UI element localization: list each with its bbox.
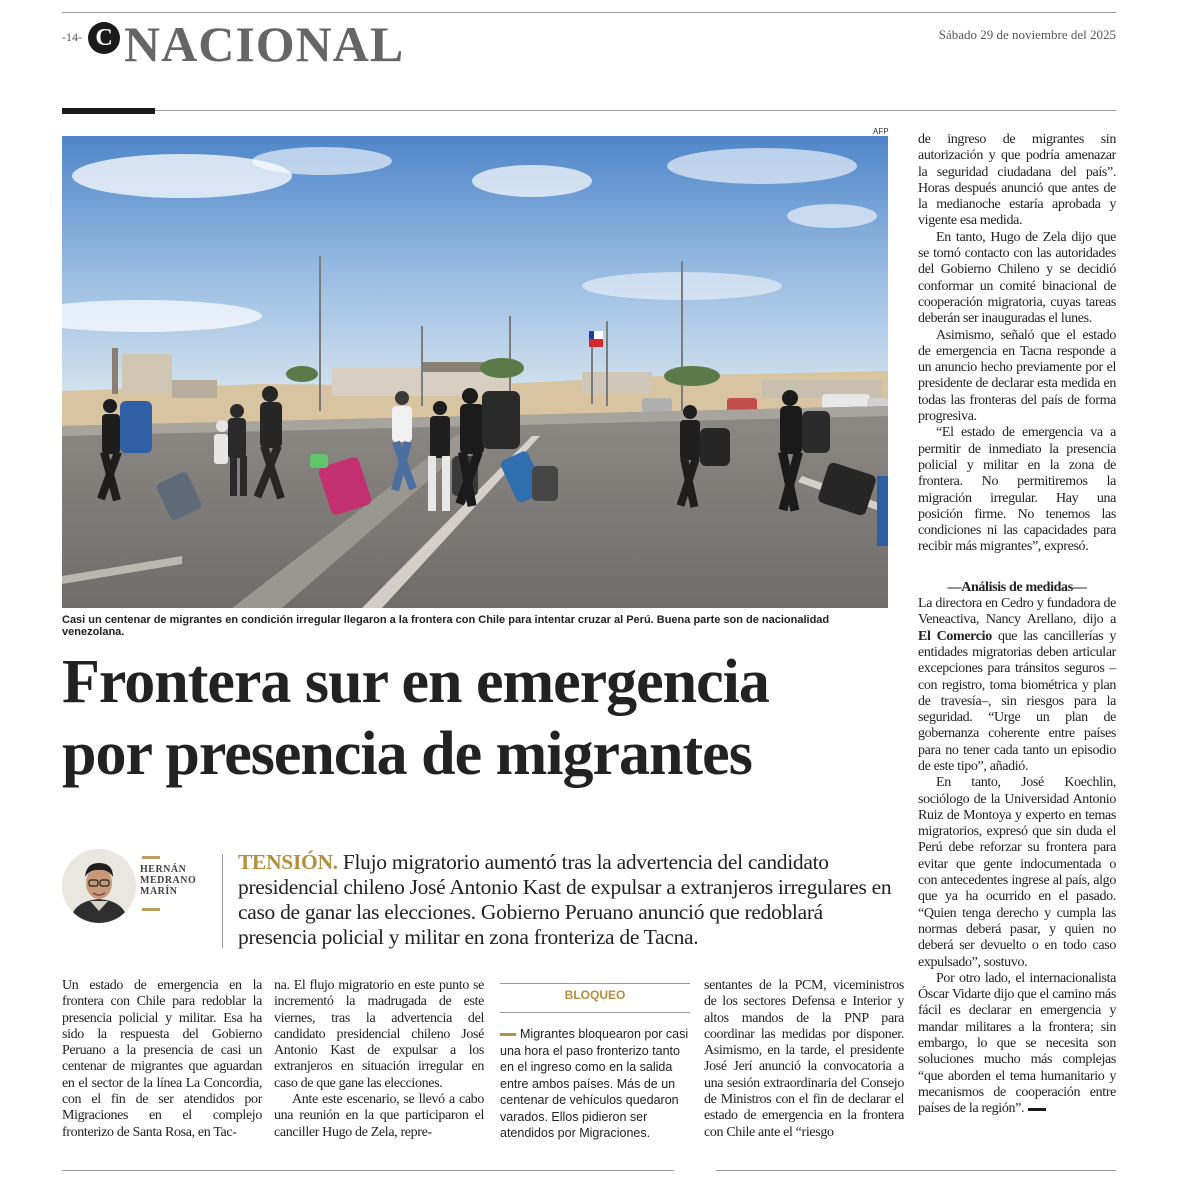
body-paragraph: sentantes de la PCM, viceministros de los sectores Defensa e Interior y altos mandos de la PNP para coordinar las medidas por disponer. Asimismo, en la tarde, el presidente José Jerí anunció la convocatoria a una sesión extraordinaria del Consejo de Ministros con el fin de declarar el estado de emergencia en la frontera con Chile ante el “riesgo (704, 978, 904, 1140)
sidebar-body: Migrantes bloquearon por casi una hora el paso fronterizo tanto en el ingreso como en la salida entre ambos países. Más de un centenar de vehículos quedaron varados. Ellos pidieron ser atendidos por Migraciones. (500, 1027, 689, 1140)
top-rule (62, 12, 1116, 13)
body-text: La directora en Cedro y fundadora de Veneactiva, Nancy Arellano, dijo a (918, 596, 1116, 628)
body-paragraph: En tanto, Hugo de Zela dijo que se tomó contacto con las autoridades del Gobierno Chileno y se decidió conformar un comité binacional de cooperación migratoria, cuyas tareas deberán ser inauguradas el lunes. (918, 229, 1116, 327)
author-first-name: HERNÁN (140, 864, 187, 875)
sidebar-top-rule (500, 983, 690, 984)
sidebar-mark (500, 1033, 516, 1036)
border-crossing-illustration (62, 136, 888, 608)
sidebar-heading-rule (500, 1012, 690, 1013)
body-paragraph (918, 971, 1116, 1118)
lead-text: Flujo migratorio aumentó tras la advertencia del candidato presidencial chileno José Antonio Kast de expulsar a extranjeros irregulares en caso de ganar las elecciones. Gobierno Peruano anunció que redoblará presencia policial y militar en zona fronteriza de Tacna. (238, 850, 892, 949)
photo-credit: AFP (873, 127, 889, 136)
body-column-right (918, 132, 1116, 1118)
body-text: que las cancillerías y entidades migratorias deben articular excepciones para tránsitos seguros –con registro, toma biométrica y plan de travesía–, sin riesgos para la seguridad. “Urge un plan de gobernanza coherente entre países para no tener cada tanto un episodio de este tipo”, añadió. (918, 628, 1116, 774)
lead-paragraph (238, 850, 898, 950)
body-text: Por otro lado, el internacionalista Óscar Vidarte dijo que el camino más fácil es declarar en emergencia y mandar militares a la frontera; sin embargo, lo que se necesita son soluciones mucho más complejas “que aborden el tema humanitario y mecanismos de cooperación entre países de la región”. (918, 970, 1116, 1117)
headline (62, 646, 892, 790)
author-accent-rule (142, 856, 160, 859)
header-accent-bar (62, 108, 155, 114)
body-paragraph: Ante este escenario, se llevó a cabo una reunión en la que participaron el canciller Hugo de Zela, repre- (274, 1092, 484, 1140)
headline-line-2: por presencia de migrantes (62, 720, 752, 788)
subheading: —Análisis de medidas— (947, 579, 1087, 595)
sidebar-text (500, 1026, 690, 1142)
section-title: NACIONAL (124, 16, 405, 72)
body-column-1 (62, 978, 262, 1141)
body-paragraph: Asimismo, señaló que el estado de emergencia en Tacna responde a un anuncio hecho previamente por el presidente de declarar esta medida en todas las fronteras del país de forma progresiva. (918, 327, 1116, 425)
lead-divider (222, 854, 223, 948)
body-paragraph: Un estado de emergencia en la frontera con Chile para redoblar la presencia policial y militar. Esa ha sido la respuesta del Gobierno Peruano a la presencia de casi un centenar de migrantes que aguardan en el sector de la línea La Concordia, con el fin de ser atendidos por Migraciones en el complejo fronterizo de Santa Rosa, en Tac- (62, 978, 262, 1140)
el-comercio-logo: C (88, 22, 120, 54)
author-byline (140, 864, 210, 897)
author-surname-2: MARÍN (140, 886, 178, 897)
headline-line-1: Frontera sur en emergencia (62, 648, 769, 716)
bottom-rule (62, 1170, 674, 1171)
author-portrait-icon (62, 849, 136, 923)
author-accent-rule (142, 908, 160, 911)
main-photo (62, 136, 888, 608)
body-paragraph (918, 596, 1116, 775)
header-rule (62, 110, 1116, 111)
page-number: -14- (62, 30, 82, 44)
sidebar-heading: BLOQUEO (564, 988, 626, 1002)
body-paragraph: “El estado de emergencia va a permitir de inmediato la presencia policial y militar en la zona de frontera. No permitiremos la migración irregular. Hay una posición firme. No tenemos las condiciones ni las capacidades para recibir más migrantes”, expresó. (918, 425, 1116, 555)
photo-caption: Casi un centenar de migrantes en condición irregular llegaron a la frontera con Chile para intentar cruzar al Perú. Buena parte son de nacionalidad venezolana. (62, 614, 830, 638)
body-paragraph: En tanto, José Koechlin, sociólogo de la Universidad Antonio Ruiz de Montoya y experto en temas migratorios, expresó que sin duda el Perú debe reforzar su frontera para evitar que gente indocumentada o con antecedentes ingrese al país, algo que ya ha ocurrido en el pasado. “Quien tenga derecho y cumpla las normas deberá pasar, y quien no deberá ser devuelto o en todo caso expulsado”, sostuvo. (918, 775, 1116, 970)
issue-date: Sábado 29 de noviembre del 2025 (938, 27, 1116, 42)
body-column-4 (704, 978, 904, 1141)
bottom-rule (716, 1170, 1116, 1171)
author-surname-1: MEDRANO (140, 875, 197, 886)
publication-name: El Comercio (918, 628, 992, 644)
lead-kicker: TENSIÓN. (238, 850, 338, 874)
body-paragraph: de ingreso de migrantes sin autorización y que podría amenazar la seguridad ciudadana del país”. Horas después anunció que antes de la medianoche estaría aprobada y vigente esa medida. (918, 132, 1116, 229)
author-avatar (62, 849, 136, 923)
body-column-2 (274, 978, 484, 1141)
body-paragraph: na. El flujo migratorio en este punto se incrementó la madrugada de este viernes, tras la advertencia del candidato presidencial chileno José Antonio Kast de expulsar a los extranjeros en situación irregular en caso de que gane las elecciones. (274, 978, 484, 1091)
end-mark (1028, 1108, 1046, 1111)
